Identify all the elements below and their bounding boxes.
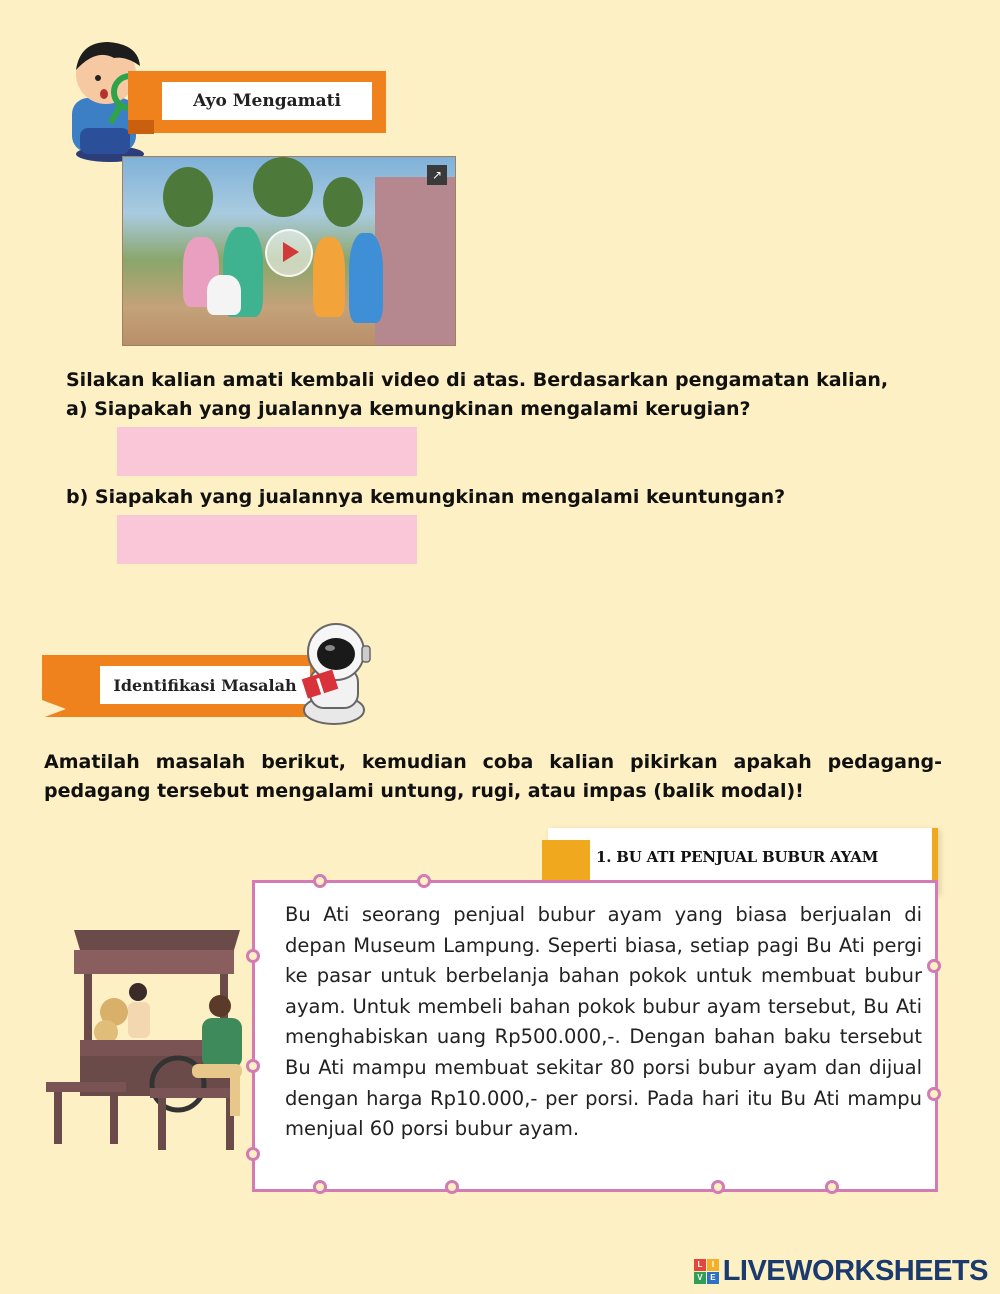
liveworksheets-logo-mark <box>694 1259 719 1284</box>
question-a: a) Siapakah yang jualannya kemungkinan mengalami kerugian? <box>66 398 751 420</box>
story-body: Bu Ati seorang penjual bubur ayam yang biasa berjualan di depan Museum Lampung. Seperti biasa, setiap pagi Bu Ati pergi ke pasar untuk berbelanja bahan pokok untuk membuat bubur ayam. Untuk membeli bahan pokok bubur ayam tersebut, Bu Ati menghabiskan uang Rp500.000,-. Dengan bahan baku tersebut Bu Ati mampu membuat sekitar 80 porsi bubur ayam dan dijual dengan harga Rp10.000,- per porsi. Pada hari itu Bu Ati mampu menjual 60 porsi bubur ayam. <box>285 903 922 1141</box>
logo-mark-letter: V <box>694 1272 706 1284</box>
story-title: 1. BU ATI PENJUAL BUBUR AYAM <box>596 848 879 866</box>
instruction-text: Silakan kalian amati kembali video di atas. Berdasarkan pengamatan kalian, <box>66 369 889 391</box>
card-notch <box>927 1087 941 1101</box>
video-tree <box>253 157 313 217</box>
section-title-identifikasi-masalah: Identifikasi Masalah <box>100 666 310 704</box>
banner-fold <box>128 120 154 134</box>
section-title-ayo-mengamati: Ayo Mengamati <box>162 82 372 120</box>
video-character <box>313 237 345 317</box>
porridge-cart-illustration <box>44 922 254 1156</box>
question-b: b) Siapakah yang jualannya kemungkinan mengalami keuntungan? <box>66 486 786 508</box>
card-notch <box>417 874 431 888</box>
video-dog <box>207 275 241 315</box>
play-icon[interactable] <box>265 229 313 277</box>
story-header-tab <box>542 840 590 884</box>
video-character <box>349 233 383 323</box>
logo-mark-letter: E <box>707 1272 719 1284</box>
answer-a-input[interactable] <box>117 427 417 476</box>
video-player[interactable] <box>122 156 456 346</box>
external-link-icon[interactable]: ↗ <box>427 165 447 185</box>
answer-b-input[interactable] <box>117 515 417 564</box>
liveworksheets-logo-text: LIVEWORKSHEETS <box>722 1255 988 1287</box>
card-notch <box>445 1180 459 1194</box>
card-notch <box>313 874 327 888</box>
card-notch <box>825 1180 839 1194</box>
astronaut-reading-illustration <box>290 618 382 728</box>
video-tree <box>163 167 213 227</box>
logo-mark-letter: I <box>707 1259 719 1271</box>
problem-intro-text: Amatilah masalah berikut, kemudian coba kalian pikirkan apakah pedagang-pedagang tersebut mengalami untung, rugi, atau impas (balik modal)! <box>44 751 942 802</box>
banner-notch <box>42 700 66 718</box>
card-notch <box>927 959 941 973</box>
card-notch <box>711 1180 725 1194</box>
liveworksheets-logo <box>694 1255 988 1288</box>
card-notch <box>313 1180 327 1194</box>
video-tree <box>323 177 363 227</box>
logo-mark-letter: L <box>694 1259 706 1271</box>
video-wall <box>375 177 455 345</box>
